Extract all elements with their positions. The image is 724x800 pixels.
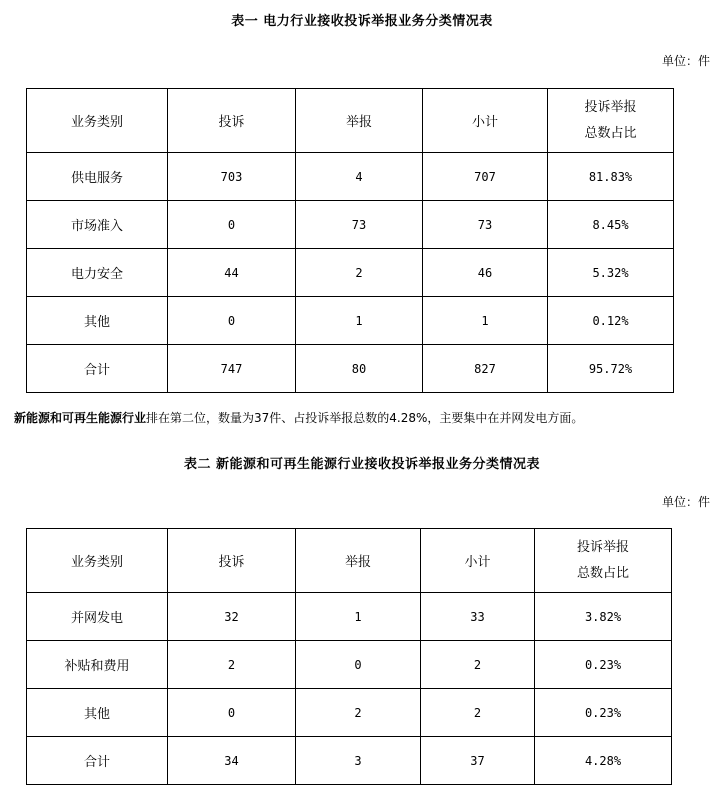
table1-unit: 单位：件 — [661, 54, 710, 68]
table2-unit: 单位：件 — [661, 495, 710, 509]
cell-subtotal: 33 — [421, 593, 535, 641]
header-complaint: 投诉 — [168, 529, 296, 593]
cell-category: 补贴和费用 — [27, 641, 168, 689]
cell-complaint: 0 — [168, 201, 296, 249]
cell-report: 4 — [296, 153, 423, 201]
header-report: 举报 — [296, 89, 423, 153]
cell-category: 供电服务 — [27, 153, 168, 201]
table-row — [27, 249, 674, 297]
header-share-line1: 投诉举报 — [576, 539, 629, 555]
table2 — [26, 528, 672, 785]
cell-share: 0.12% — [548, 297, 674, 345]
cell-share: 81.83% — [548, 153, 674, 201]
cell-category: 合计 — [27, 737, 168, 785]
table2-header-row — [27, 529, 672, 593]
cell-report: 1 — [296, 297, 423, 345]
table-row — [27, 593, 672, 641]
header-subtotal: 小计 — [423, 89, 548, 153]
cell-report: 2 — [296, 249, 423, 297]
cell-complaint: 34 — [168, 737, 296, 785]
cell-subtotal: 827 — [423, 345, 548, 393]
cell-subtotal: 73 — [423, 201, 548, 249]
cell-subtotal: 2 — [421, 641, 535, 689]
table-row-total — [27, 345, 674, 393]
table-row — [27, 201, 674, 249]
header-category: 业务类别 — [27, 89, 168, 153]
cell-report: 0 — [296, 641, 421, 689]
cell-category: 并网发电 — [27, 593, 168, 641]
cell-report: 3 — [296, 737, 421, 785]
cell-report: 1 — [296, 593, 421, 641]
header-category: 业务类别 — [27, 529, 168, 593]
cell-complaint: 32 — [168, 593, 296, 641]
paragraph-bold-lead: 新能源和可再生能源行业 — [14, 411, 147, 425]
cell-category: 电力安全 — [27, 249, 168, 297]
cell-category: 其他 — [27, 297, 168, 345]
cell-complaint: 747 — [168, 345, 296, 393]
table-row — [27, 689, 672, 737]
header-share-line2: 总数占比 — [584, 125, 637, 141]
header-subtotal: 小计 — [421, 529, 535, 593]
cell-category: 市场准入 — [27, 201, 168, 249]
table-row — [27, 153, 674, 201]
cell-complaint: 2 — [168, 641, 296, 689]
header-share — [548, 89, 674, 153]
table1-title: 表一 电力行业接收投诉举报业务分类情况表 — [231, 14, 493, 29]
table-row — [27, 641, 672, 689]
cell-complaint: 44 — [168, 249, 296, 297]
cell-report: 80 — [296, 345, 423, 393]
cell-complaint: 703 — [168, 153, 296, 201]
table1 — [26, 88, 674, 393]
table2-title: 表二 新能源和可再生能源行业接收投诉举报业务分类情况表 — [183, 457, 541, 472]
cell-subtotal: 1 — [423, 297, 548, 345]
cell-share: 0.23% — [535, 689, 672, 737]
cell-share: 4.28% — [535, 737, 672, 785]
cell-report: 73 — [296, 201, 423, 249]
paragraph-text: 排在第二位，数量为37件、占投诉举报总数的4.28%，主要集中在并网发电方面。 — [146, 411, 584, 425]
cell-subtotal: 2 — [421, 689, 535, 737]
cell-subtotal: 707 — [423, 153, 548, 201]
cell-report: 2 — [296, 689, 421, 737]
table-row-total — [27, 737, 672, 785]
cell-category: 合计 — [27, 345, 168, 393]
cell-share: 0.23% — [535, 641, 672, 689]
table-row — [27, 297, 674, 345]
header-share — [535, 529, 672, 593]
cell-share: 5.32% — [548, 249, 674, 297]
header-share-line2: 总数占比 — [576, 565, 629, 581]
header-share-line1: 投诉举报 — [584, 99, 637, 115]
cell-complaint: 0 — [168, 689, 296, 737]
cell-share: 8.45% — [548, 201, 674, 249]
cell-subtotal: 37 — [421, 737, 535, 785]
cell-category: 其他 — [27, 689, 168, 737]
cell-share: 95.72% — [548, 345, 674, 393]
cell-subtotal: 46 — [423, 249, 548, 297]
table1-header-row — [27, 89, 674, 153]
header-complaint: 投诉 — [168, 89, 296, 153]
summary-paragraph — [14, 409, 583, 426]
cell-complaint: 0 — [168, 297, 296, 345]
cell-share: 3.82% — [535, 593, 672, 641]
header-report: 举报 — [296, 529, 421, 593]
